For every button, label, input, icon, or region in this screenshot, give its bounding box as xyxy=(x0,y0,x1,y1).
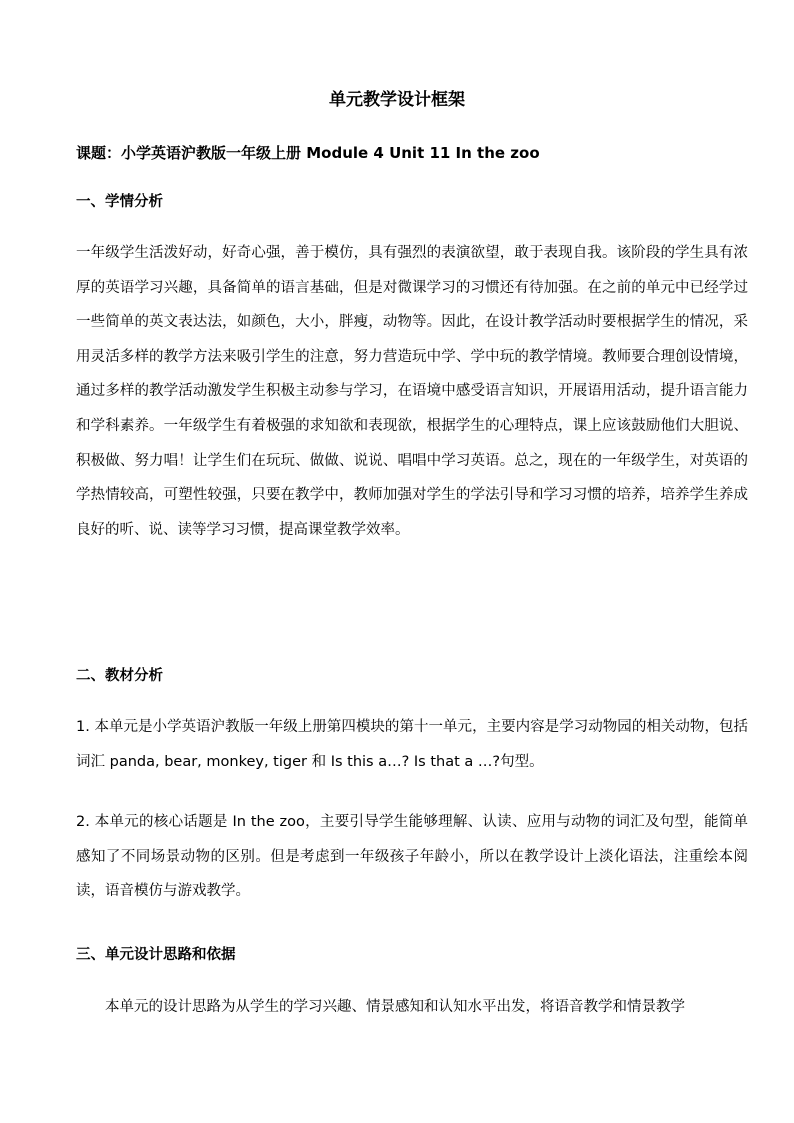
section-heading-design-rationale: 三、单元设计思路和依据 xyxy=(76,947,236,963)
textbook-analysis-paragraph-1: 1. 本单元是小学英语沪教版一年级上册第四模块的第十一单元，主要内容是学习动物园的相关动物，包括词汇 panda, bear, monkey, tiger 和 Is this a…? Is that a …?句型。 xyxy=(76,719,748,770)
document-title: 单元教学设计框架 xyxy=(329,90,465,110)
design-rationale-paragraph: 本单元的设计思路为从学生的学习兴趣、情景感知和认知水平出发，将语音教学和情景教学 xyxy=(105,999,685,1015)
section-heading-textbook-analysis: 二、教材分析 xyxy=(76,668,163,684)
textbook-analysis-paragraph-2: 2. 本单元的核心话题是 In the zoo，主要引导学生能够理解、认读、应用与动物的词汇及句型，能简单感知了不同场景动物的区别。但是考虑到一年级孩子年龄小，所以在教学设计上淡化语法，注重绘本阅读，语音模仿与游戏教学。 xyxy=(76,814,748,900)
section-heading-learner-analysis: 一、学情分析 xyxy=(76,194,163,210)
learner-analysis-paragraph: 一年级学生活泼好动，好奇心强，善于模仿，具有强烈的表演欲望，敢于表现自我。该阶段的学生具有浓厚的英语学习兴趣，具备简单的语言基础，但是对微课学习的习惯还有待加强。在之前的单元中已经学过一些简单的英文表达法，如颜色，大小，胖瘦，动物等。因此，在设计教学活动时要根据学生的情况，采用灵活多样的教学方法来吸引学生的注意，努力营造玩中学、学中玩的教学情境。教师要合理创设情境，通过多样的教学活动激发学生积极主动参与学习，在语境中感受语言知识，开展语用活动，提升语言能力和学科素养。一年级学生有着极强的求知欲和表现欲，根据学生的心理特点，课上应该鼓励他们大胆说、积极做、努力唱！让学生们在玩玩、做做、说说、唱唱中学习英语。总之，现在的一年级学生，对英语的学热情较高，可塑性较强，只要在教学中，教师加强对学生的学法引导和学习习惯的培养，培养学生养成良好的听、说、读等学习习惯，提高课堂教学效率。 xyxy=(76,245,748,538)
lesson-subject: 课题：小学英语沪教版一年级上册 Module 4 Unit 11 In the zoo xyxy=(76,144,540,162)
